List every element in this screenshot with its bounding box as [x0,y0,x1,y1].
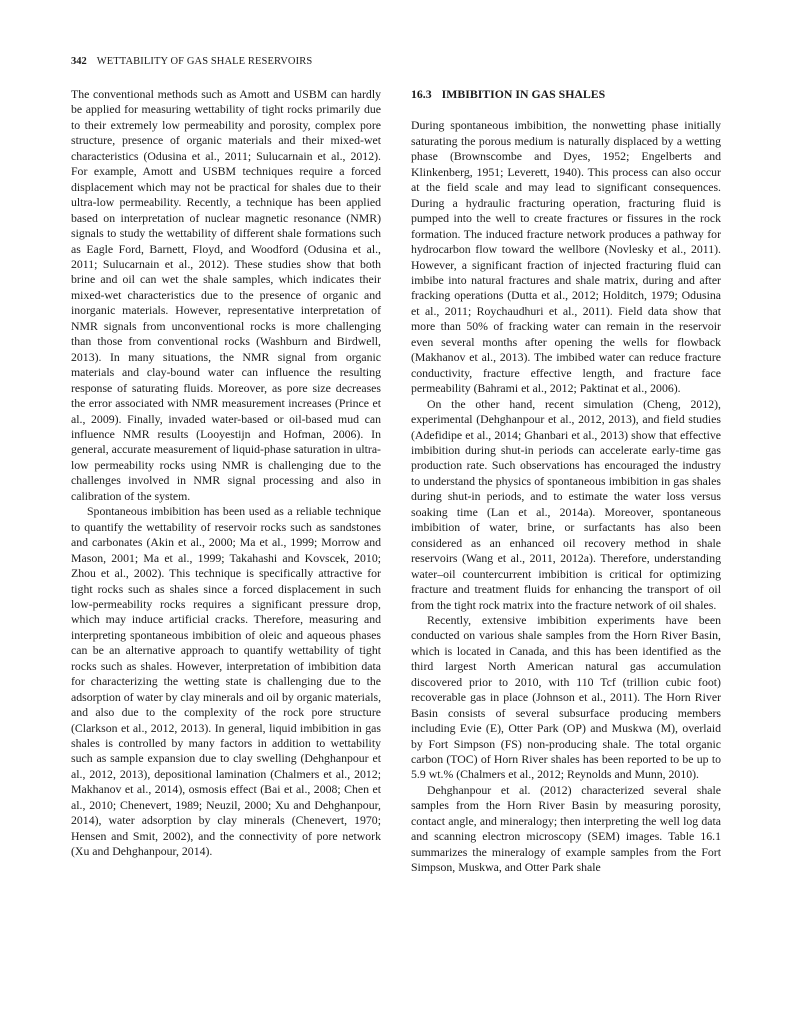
section-title: IMBIBITION IN GAS SHALES [441,87,606,101]
paragraph: Dehghanpour et al. (2012) characterized several shale samples from the Horn River Basin by measuring porosity, contact angle, and mineralogy; then interpreting the well log data and scanning electron microscopy (SEM) images. Table 16.1 summarizes the mineralogy of example samples from the Fort Simpson, Muskwa, and Otter Park shale [411,782,721,875]
paragraph: On the other hand, recent simulation (Cheng, 2012), experimental (Dehghanpour et al., 2012, 2013), and field studies (Adefidipe et al., 2014; Ghanbari et al., 2013) show that effective imbibition during shut-in periods can accelerate early-time gas production rate. Such observations has encouraged the industry to understand the physics of spontaneous imbibition in gas shales during shut-in periods, and to estimate the water loss versus soaking time (Lan et al., 2014a). Moreover, spontaneous imbibition of water, brine, or surfactants has also been considered as an enhanced oil recovery method in shale reservoirs (Wang et al., 2011, 2012a). Therefore, understanding water–oil countercurrent imbibition is critical for optimizing fracture and treatment fluids for enhancing the transport of oil from the tight rock matrix into the fracture network of oil shales. [411,396,721,612]
right-column [411,87,721,876]
left-column [71,87,381,860]
section-number: 16.3 [411,87,432,101]
page-number: 342 [71,56,87,67]
running-header [71,56,312,68]
paragraph: The conventional methods such as Amott and USBM can hardly be applied for measuring wettability of tight rocks primarily due to their extremely low permeability and porosity, complex pore structure, presence of organic materials and their mixed-wet characteristics (Odusina et al., 2011; Sulucarnain et al., 2012). For example, Amott and USBM techniques require a forced displacement which may not be practical for shales due to their ultra-low permeability. Recently, a technique has been applied based on interpretation of nuclear magnetic resonance (NMR) signals to study the wettability of different shale formations such as Eagle Ford, Barnett, Floyd, and Woodford (Odusina et al., 2011; Sulucarnain et al., 2012). These studies show that both brine and oil can wet the shale samples, which indicates their mixed-wet characteristics due to the presence of organic and inorganic materials. However, representative interpretation of NMR signals from unconventional rocks is more challenging than those from conventional rocks (Washburn and Birdwell, 2013). In many situations, the NMR signal from organic materials and clay-bound water can influence the resulting response of saturating fluids. Moreover, as pore size decreases the error associated with NMR measurement increases (Prince et al., 2009). Finally, invaded water-based or oil-based mud can influence NMR results (Looyestijn and Hofman, 2006). In general, accurate measurement of liquid-phase saturation in ultra-low permeability rocks using NMR is challenging due to the challenges involved in NMR signal processing and also in calibration of the system. [71,87,381,503]
paragraph: Spontaneous imbibition has been used as a reliable technique to quantify the wettability of reservoir rocks such as sandstones and carbonates (Akin et al., 2000; Ma et al., 1999; Morrow and Mason, 2001; Ma et al., 1999; Takahashi and Kovscek, 2010; Zhou et al., 2002). This technique is specifically attractive for tight rocks such as shales since a forced displacement in such low-permeability rocks requires a significant pressure drop, which may induce artificial cracks. Therefore, measuring and interpreting spontaneous imbibition of oleic and aqueous phases can be an alternative approach to quantify wettability of tight rocks such as shales. However, interpretation of imbibition data for characterizing the wetting state is challenging due to the adsorption of water by clay minerals and oil by organic materials, and also due to the complexity of the rock pore structure (Clarkson et al., 2012, 2013). In general, liquid imbibition in gas shales is controlled by many factors in addition to wettability such as sample expansion due to clay swelling (Dehghanpour et al., 2012, 2013), depositional lamination (Chalmers et al., 2012; Makhanov et al., 2014), osmosis effect (Bai et al., 2008; Chen et al., 2010; Chenevert, 1989; Neuzil, 2000; Xu and Dehghanpour, 2014), water adsorption by clay minerals (Chenevert, 1970; Hensen and Smit, 2002), and the connectivity of pore network (Xu and Dehghanpour, 2014). [71,504,382,859]
section-heading [411,87,721,102]
running-title: WETTABILITY OF GAS SHALE RESERVOIRS [96,56,313,67]
paragraph: During spontaneous imbibition, the nonwetting phase initially saturating the porous medium is naturally displaced by a wetting phase (Brownscombe and Dyes, 1952; Engelberts and Klinkenberg, 1951; Leverett, 1940). This process can also occur at the field scale and may lead to significant consequences. During a hydraulic fracturing operation, fracturing fluid is pumped into the well to create fractures or fissures in the rock formation. The induced fracture network produces a pathway for hydrocarbon flow toward the wellbore (Novlesky et al., 2011). However, a significant fraction of injected fracturing fluid can imbibe into natural fractures and shale matrix, during and after fracking operations (Dutta et al., 2012; Holditch, 1979; Odusina et al., 2011; Roychaudhuri et al., 2011). Field data show that more than 50% of fracking water can remain in the reservoir even several months after opening the wells for flowback (Makhanov et al., 2013). The imbibed water can reduce fracture conductivity, fracture effective length, and fracture face permeability (Bahrami et al., 2012; Paktinat et al., 2006). [411,118,721,396]
paragraph: Recently, extensive imbibition experiments have been conducted on various shale samples from the Horn River Basin, which is located in Canada, and this has been identified as the third largest North American natural gas accumulation discovered prior to 2010, with 110 Tcf (trillion cubic foot) recoverable gas in place (Johnson et al., 2011). The Horn River Basin consists of several subsurface producing members including Evie (E), Otter Park (OP) and Muskwa (M), overlaid by Fort Simpson (FS) non-producing shale. The total organic carbon (TOC) of Horn River shales has been reported to be up to 5.9 wt.% (Chalmers et al., 2012; Reynolds and Munn, 2010). [411,612,721,782]
